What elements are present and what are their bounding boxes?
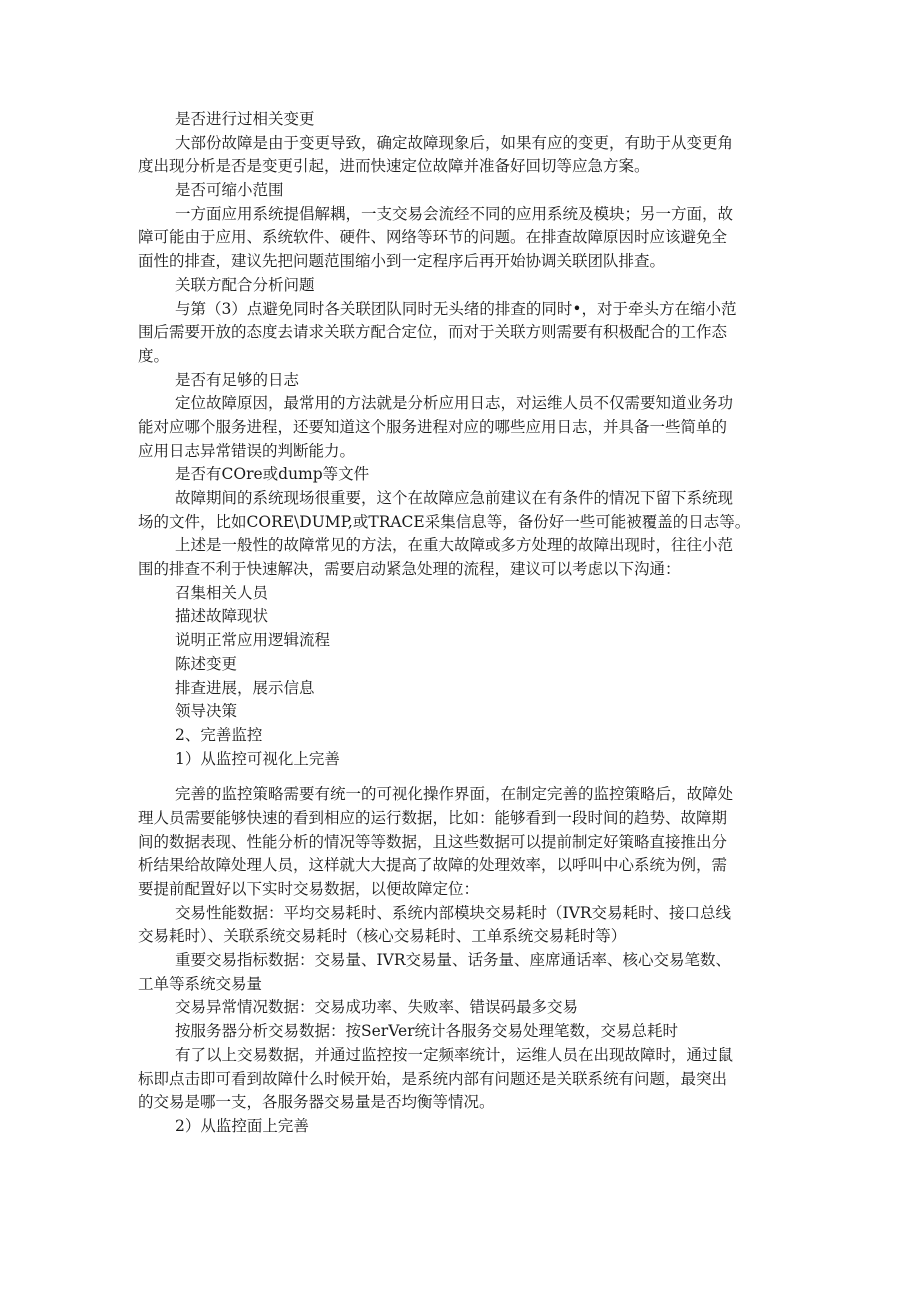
text-line: 交易性能数据：平均交易耗时、系统内部模块交易耗时（IVR交易耗时、接口总线 (175, 903, 731, 922)
text-line: 上述是一般性的故障常见的方法，在重大故障或多方处理的故障出现时，往往小范 (175, 536, 734, 555)
text-line: 应用日志异常错误的判断能力。 (138, 441, 356, 460)
text-line: 是否可缩小范围 (175, 181, 284, 200)
text-line: 与第（3）点避免同时各关联团队同时无头绪的排查的同时•，对于牵头方在缩小范 (175, 299, 737, 318)
text-line: 面性的排查，建议先把问题范围缩小到一定程序后再开始协调关联团队排查。 (138, 252, 666, 271)
text-line: 重要交易指标数据：交易量、IVR交易量、话务量、座席通话率、核心交易笔数、 (175, 951, 731, 970)
text-line: 工单等系统交易量 (138, 974, 263, 993)
text-line: 描述故障现状 (175, 607, 269, 626)
text-line: 是否有足够的日志 (175, 370, 300, 389)
text-line: 能对应哪个服务进程，还要知道这个服务进程对应的哪些应用日志，并具备一些简单的 (138, 417, 728, 436)
text-line: 标即点击即可看到故障什么时候开始，是系统内部有问题还是关联系统有问题，最突出 (138, 1069, 728, 1088)
text-line: 召集相关人员 (175, 583, 269, 602)
text-line: 一方面应用系统提倡解耦，一支交易会流经不同的应用系统及模块；另一方面，故 (175, 204, 734, 223)
text-line: 完善的监控策略需要有统一的可视化操作界面，在制定完善的监控策略后，故障处 (175, 785, 734, 804)
text-line: 间的数据表现、性能分析的情况等等数据，且这些数据可以提前制定好策略直接推出分 (138, 832, 728, 851)
text-line: 说明正常应用逻辑流程 (175, 631, 331, 650)
text-line: 交易异常情况数据：交易成功率、失败率、错误码最多交易 (175, 998, 579, 1017)
text-line: 围后需要开放的态度去请求关联方配合定位，而对于关联方则需要有积极配合的工作态 (138, 323, 728, 342)
text-line: 陈述变更 (175, 654, 238, 673)
text-line: 故障期间的系统现场很重要，这个在故障应急前建议在有条件的情况下留下系统现 (175, 489, 734, 507)
text-line: 关联方配合分析问题 (175, 275, 315, 294)
text-line: 是否有COre或dump等文件 (175, 465, 370, 484)
text-line: 是否进行过相关变更 (175, 110, 315, 128)
text-line: 析结果给故障处理人员，这样就大大提高了故障的处理效率，以呼叫中心系统为例，需 (138, 856, 728, 875)
text-line: 交易耗时）、关联系统交易耗时（核心交易耗时、工单系统交易耗时等） (138, 927, 627, 946)
text-line: 1）从监控可视化上完善 (175, 749, 340, 768)
text-line: 排查进展，展示信息 (175, 678, 315, 697)
text-line: 度。 (138, 346, 170, 365)
text-line: 定位故障原因，最常用的方法就是分析应用日志，对运维人员不仅需要知道业务功 (175, 394, 734, 413)
text-line: 场的文件，比如CORE\DUMP,或TRACE采集信息等，备份好一些可能被覆盖的日志等。 (138, 512, 751, 531)
text-line: 的交易是哪一支，各服务器交易量是否均衡等情况。 (138, 1093, 495, 1112)
text-line: 领导决策 (175, 702, 238, 721)
text-line: 理人员需要能够快速的看到相应的运行数据，比如：能够看到一段时间的趋势、故障期 (138, 808, 728, 827)
text-line: 按服务器分析交易数据：按SerVer统计各服务交易处理笔数，交易总耗时 (175, 1022, 679, 1041)
text-line: 要提前配置好以下实时交易数据，以便故障定位： (138, 880, 480, 898)
text-line: 障可能由于应用、系统软件、硬件、网络等环节的问题。在排查故障原因时应该避免全 (138, 228, 728, 247)
document-body (138, 108, 788, 1139)
text-line: 度出现分析是否是变更引起，进而快速定位故障并准备好回切等应急方案。 (138, 157, 650, 176)
text-line: 大部份故障是由于变更导致，确定故障现象后，如果有应的变更，有助于从变更角 (175, 133, 734, 152)
text-line: 2、完善监控 (175, 725, 263, 744)
text-line: 有了以上交易数据，并通过监控按一定频率统计，运维人员在出现故障时，通过鼠 (175, 1045, 734, 1064)
text-line: 围的排查不利于快速解决，需要启动紧急处理的流程，建议可以考虑以下沟通： (138, 560, 681, 579)
text-line: 2）从监控面上完善 (175, 1116, 309, 1135)
